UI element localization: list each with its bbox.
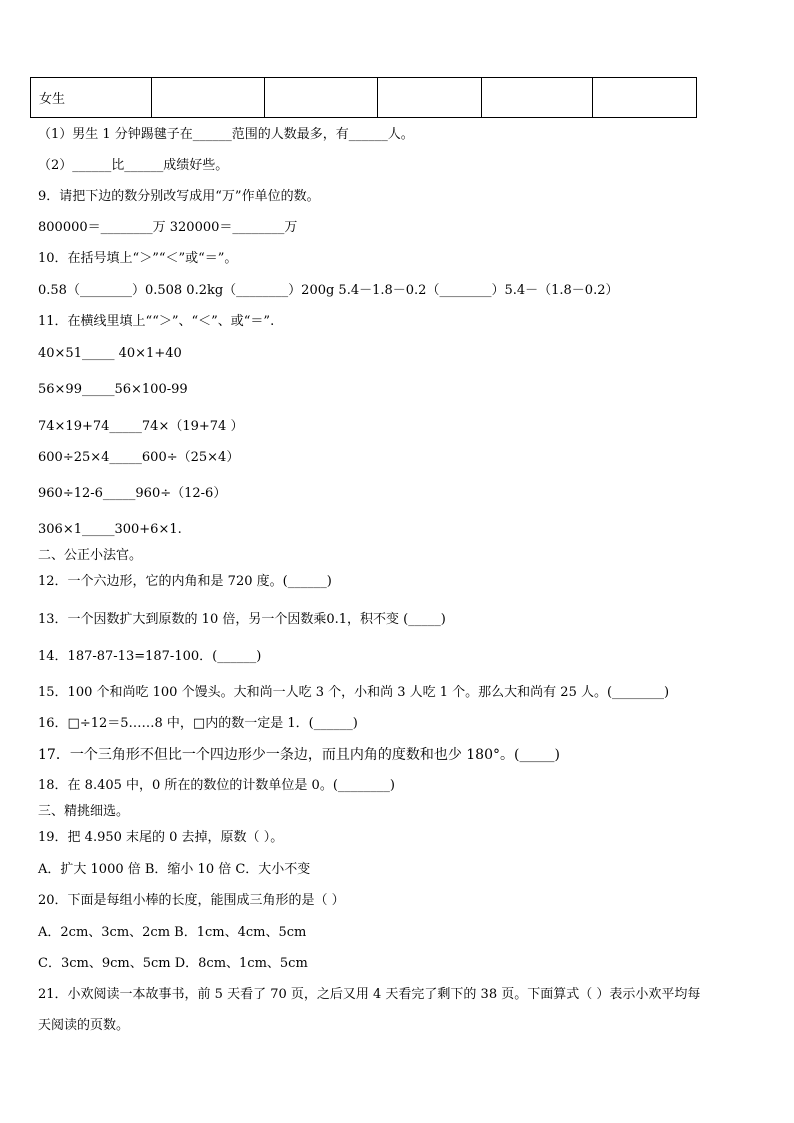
question-line: 11．在横线里填上““＞”、“＜”、或“＝”. [38,314,275,329]
question-line: 天阅读的页数。 [38,1018,130,1033]
question-line: 800000＝________万 320000＝________万 [38,220,298,235]
question-line: 13．一个因数扩大到原数的 10 倍，另一个因数乘0.1，积不变 (_____) [38,612,446,627]
question-line: 21．小欢阅读一本故事书，前 5 天看了 70 页，之后又用 4 天看完了剩下的 38 页。下面算式（ ）表示小欢平均每 [38,987,701,1002]
table-cell [265,78,378,118]
question-line: 17．一个三角形不但比一个四边形少一条边，而且内角的度数和也少 180°。(_____) [38,747,560,763]
row-label-girls: 女生 [31,78,152,118]
table-cell [593,78,697,118]
question-line: 20．下面是每组小棒的长度，能围成三角形的是（ ） [38,893,345,908]
question-line: 600÷25×4_____600÷（25×4） [38,450,240,465]
table-cell [378,78,482,118]
question-line: 19．把 4.950 末尾的 0 去掉，原数（ ）。 [38,830,284,845]
question-line: 56×99_____56×100-99 [38,382,188,397]
question-line: 三、精挑细选。 [38,804,130,819]
question-line: 40×51_____ 40×1+40 [38,346,182,361]
question-line: A．扩大 1000 倍 B．缩小 10 倍 C．大小不变 [38,862,311,877]
question-line: 18．在 8.405 中，0 所在的数位的计数单位是 0。(________) [38,778,395,793]
question-line: 74×19+74_____74×（19+74 ） [38,419,244,434]
question-line: 10．在括号填上“＞”“＜”或“＝”。 [38,251,238,266]
table-cell [482,78,593,118]
score-table [30,77,697,118]
question-line: 16．□÷12＝5……8 中，□内的数一定是 1．(______) [38,716,358,731]
question-line: 14．187-87-13=187-100．(______) [38,649,262,664]
question-line: C．3cm、9cm、5cm D．8cm、1cm、5cm [38,956,308,971]
question-line: 306×1_____300+6×1. [38,522,182,537]
question-line: （1）男生 1 分钟踢毽子在______范围的人数最多，有______人。 [38,127,414,142]
table-row-girls [31,78,697,118]
question-line: 12．一个六边形，它的内角和是 720 度。(______) [38,574,332,589]
question-line: （2）______比______成绩好些。 [38,158,229,173]
question-line: 二、公正小法官。 [38,548,143,563]
question-line: 9．请把下边的数分别改写成用“万”作单位的数。 [38,189,320,204]
question-line: 0.58（________）0.508 0.2kg（________）200g 5.4－1.8－0.2（________）5.4－（1.8－0.2） [38,283,619,298]
question-line: 960÷12-6_____960÷（12-6） [38,486,227,501]
question-line: A．2cm、3cm、2cm B．1cm、4cm、5cm [38,925,307,940]
question-line: 15．100 个和尚吃 100 个馒头。大和尚一人吃 3 个，小和尚 3 人吃 1 个。那么大和尚有 25 人。(________) [38,685,670,700]
table-cell [152,78,265,118]
